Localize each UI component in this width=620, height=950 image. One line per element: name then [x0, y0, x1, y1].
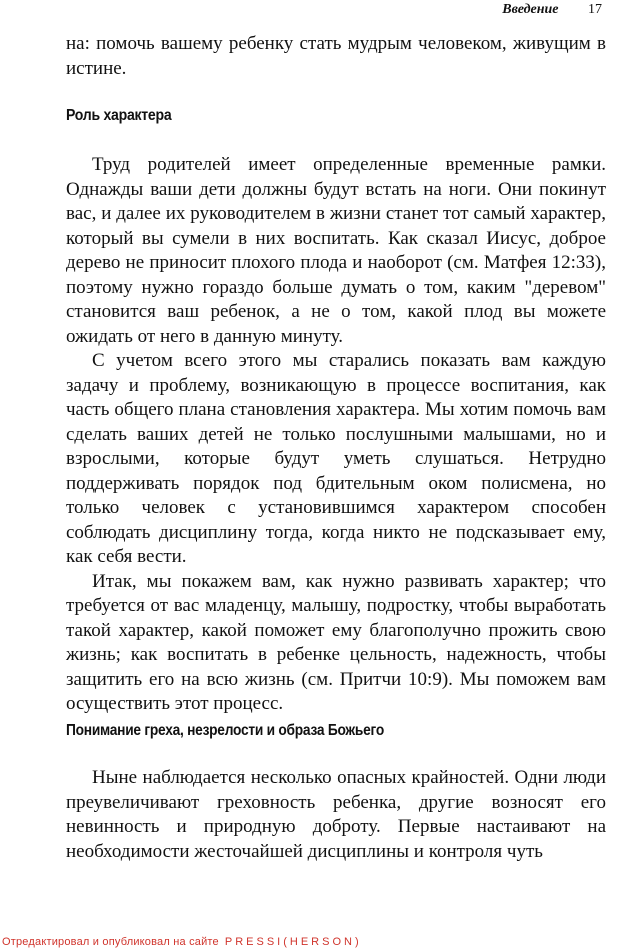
intro-paragraph: на: помочь вашему ребенку стать мудрым человеком, живущим в истине. [66, 33, 606, 79]
intro-text [66, 32, 606, 81]
page-number: 17 [588, 2, 602, 17]
running-head [502, 2, 602, 18]
paragraph: Итак, мы покажем вам, как нужно развивать характер; что требуется от вас младенцу, малышу, подростку, чтобы выработать такой характер, какой поможет ему благополучно прожить свою жизнь; как воспитать в ребенке цельность, надежность, чтобы защитить его на всю жизнь (см. Притчи 10:9). Мы поможем вам осуществить этот процесс. [66, 570, 606, 714]
section-heading-sin: Понимание греха, незрелости и образа Божьего [66, 722, 384, 739]
section-heading-character: Роль характера [66, 107, 172, 124]
footer-brand: PRESSI(HERSON) [224, 936, 362, 948]
running-head-section: Введение [502, 2, 559, 17]
footer-credit: Отредактировал и опубликовал на сайте [2, 936, 219, 948]
paragraph: С учетом всего этого мы старались показать вам каждую задачу и проблему, возникающую в процессе воспитания, как часть общего плана становления характера. Мы хотим помочь вам сделать ваших детей не только послушными малышами, но и взрослыми, которые будут уметь слушаться. Нетрудно поддерживать порядок под бдительным оком полисмена, но только человек с установившимся характером способен соблюдать дисциплину тогда, когда никто не подсказывает ему, как себя вести. [66, 350, 606, 567]
watermark-footer [2, 936, 362, 948]
paragraph: Труд родителей имеет определенные временные рамки. Однажды ваши дети должны будут встать на ноги. Они покинут вас, и далее их руководителем в жизни станет тот самый характер, который вы сумели в них воспитать. Как сказал Иисус, доброе дерево не приносит плохого плода и наоборот (см. Матфея 12:33), поэтому нужно гораздо больше думать о том, каким "деревом" становится ваш ребенок, а не о том, какой плод вы можете ожидать от него в данную минуту. [66, 154, 606, 347]
section-body-character [66, 153, 606, 717]
section-body-sin [66, 766, 606, 864]
paragraph: Ныне наблюдается несколько опасных крайностей. Одни люди преувеличивают греховность ребенка, другие возносят его невинность и природную доброту. Первые настаивают на необходимости жесточайшей дисциплины и контроля чуть [66, 767, 606, 862]
